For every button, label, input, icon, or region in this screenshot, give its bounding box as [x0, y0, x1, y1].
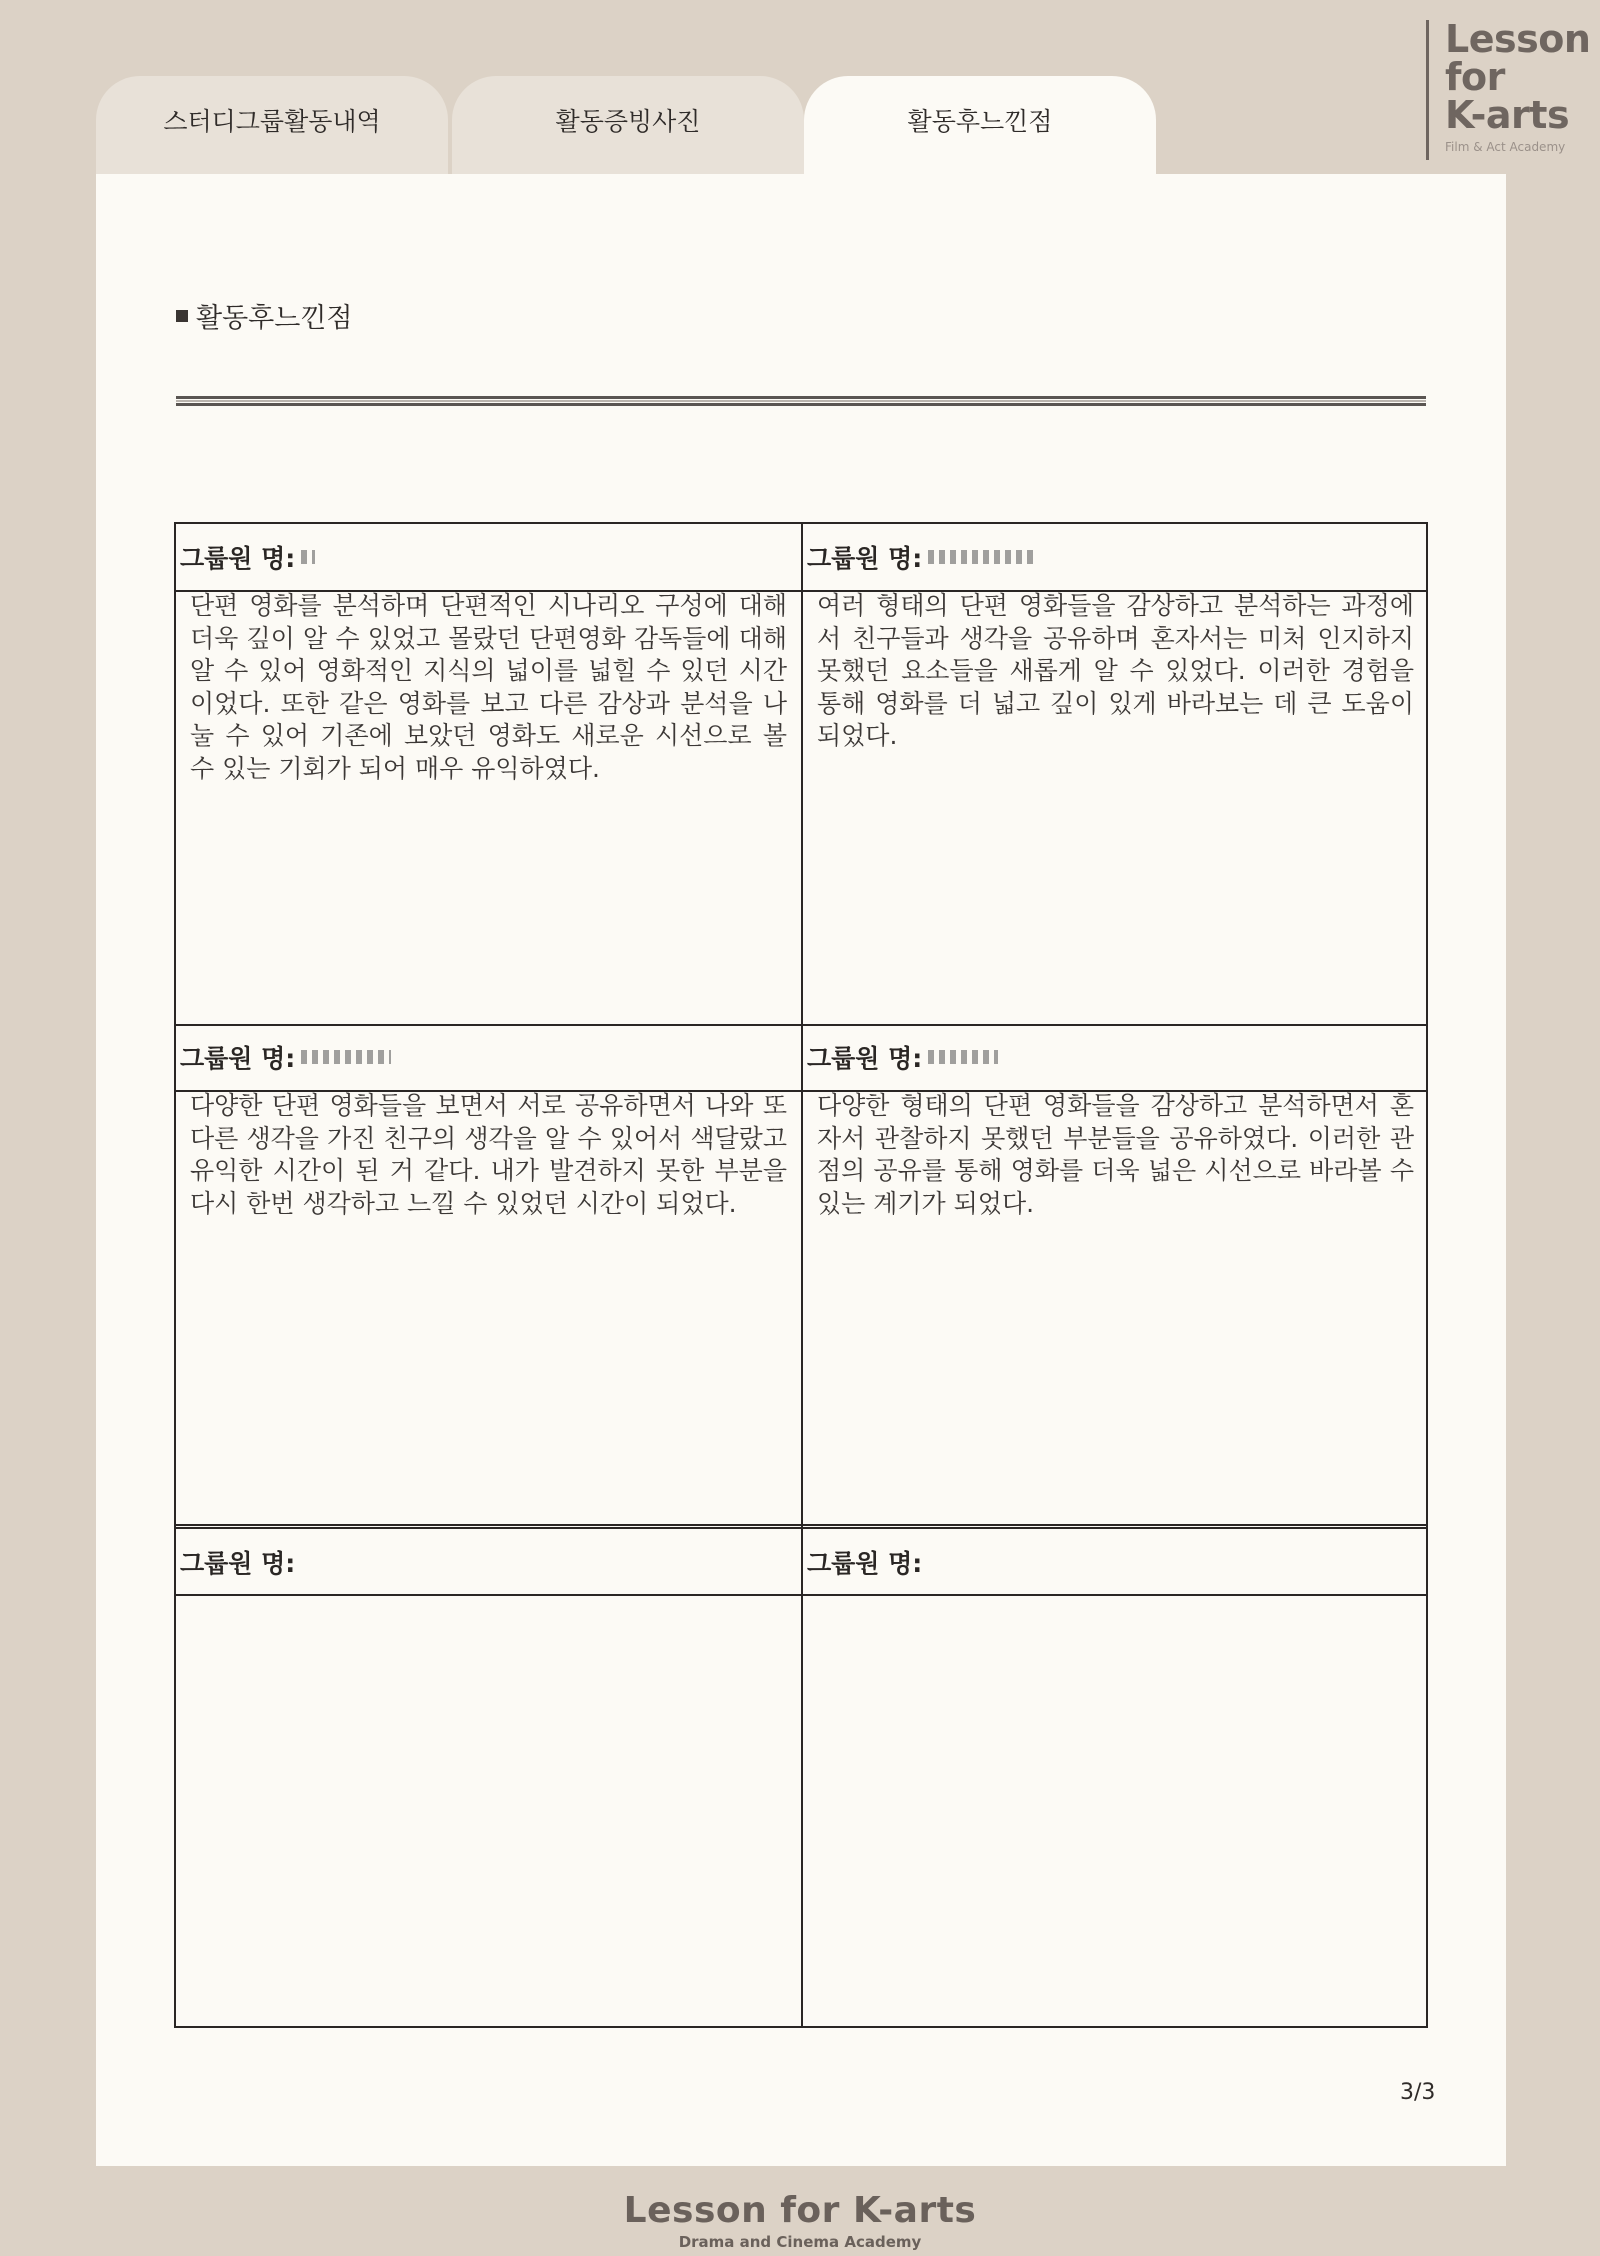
member-name-header: 그룹원 명:: [180, 1548, 296, 1578]
impressions-table: [174, 522, 1428, 2028]
tab-activity-photos[interactable]: [452, 76, 804, 176]
square-bullet-icon: [176, 310, 188, 322]
section-divider: [176, 396, 1426, 406]
tab-label: 활동증빙사진: [555, 107, 701, 136]
tab-impressions[interactable]: [804, 76, 1156, 176]
member-name-header: 그룹원 명:: [803, 524, 1428, 590]
member-name-header: 그룹원 명:: [176, 524, 801, 590]
member-impression-text: [803, 1596, 1428, 2026]
member-impression-text: 여러 형태의 단편 영화들을 감상하고 분석하는 과정에서 친구들과 생각을 공유하며 혼자서는 미처 인지하지 못했던 요소들을 새롭게 알 수 있었다. 이러한 경험을 통해 영화를 더 넓고 깊이 있게 바라보는 데 큰 도움이 되었다.: [817, 591, 1414, 750]
brand-logo: [1426, 17, 1591, 160]
member-impression-text: [176, 1596, 801, 2026]
page-number: 3/3: [1400, 2080, 1436, 2105]
footer-brand: [0, 2190, 1600, 2251]
member-impression-text: 다양한 단편 영화들을 보면서 서로 공유하면서 나와 또 다른 생각을 가진 친구의 생각을 알 수 있어서 색달랐고 유익한 시간이 된 거 같다. 내가 발견하지 못한 부분을 다시 한번 생각하고 느낄 수 있었던 시간이 되었다.: [190, 1091, 787, 1218]
logo-text-line1: Lesson: [1445, 17, 1591, 61]
redacted-name: [301, 550, 315, 564]
footer-tagline: Drama and Cinema Academy: [678, 2233, 922, 2251]
redacted-name: [301, 1050, 391, 1064]
logo-text-line2: for: [1445, 55, 1505, 99]
document-page: [96, 174, 1506, 2166]
member-name-header: 그룹원 명:: [176, 1024, 801, 1090]
tab-study-group-activity[interactable]: [96, 76, 448, 176]
section-title-text: 활동후느낀점: [196, 303, 353, 334]
member-impression-text: 단편 영화를 분석하며 단편적인 시나리오 구성에 대해 더욱 깊이 알 수 있었고 몰랐던 단편영화 감독들에 대해 알 수 있어 영화적인 지식의 넓이를 넓힐 수 있던 시간이었다. 또한 같은 영화를 보고 다른 감상과 분석을 나눌 수 있어 기존에 보았던 영화도 새로운 시선으로 볼 수 있는 기회가 되어 매우 유익하였다.: [190, 591, 787, 783]
section-title: [176, 296, 353, 335]
logo-subtitle: Film & Act Academy: [1445, 140, 1566, 154]
member-name-header: 그룹원 명:: [803, 1024, 1428, 1090]
member-impression-text: 다양한 형태의 단편 영화들을 감상하고 분석하면서 혼자서 관찰하지 못했던 부분들을 공유하였다. 이러한 관점의 공유를 통해 영화를 더욱 넓은 시선으로 바라볼 수 있는 계기가 되었다.: [817, 1091, 1414, 1218]
redacted-name: [928, 1050, 998, 1064]
tab-label: 활동후느낀점: [907, 107, 1053, 136]
member-name-header: 그룹원 명:: [807, 1548, 923, 1578]
tab-label: 스터디그룹활동내역: [163, 107, 381, 136]
logo-text-line3: K-arts: [1445, 93, 1570, 137]
redacted-name: [928, 550, 1038, 564]
footer-brand-name: Lesson for K-arts: [623, 2190, 977, 2231]
